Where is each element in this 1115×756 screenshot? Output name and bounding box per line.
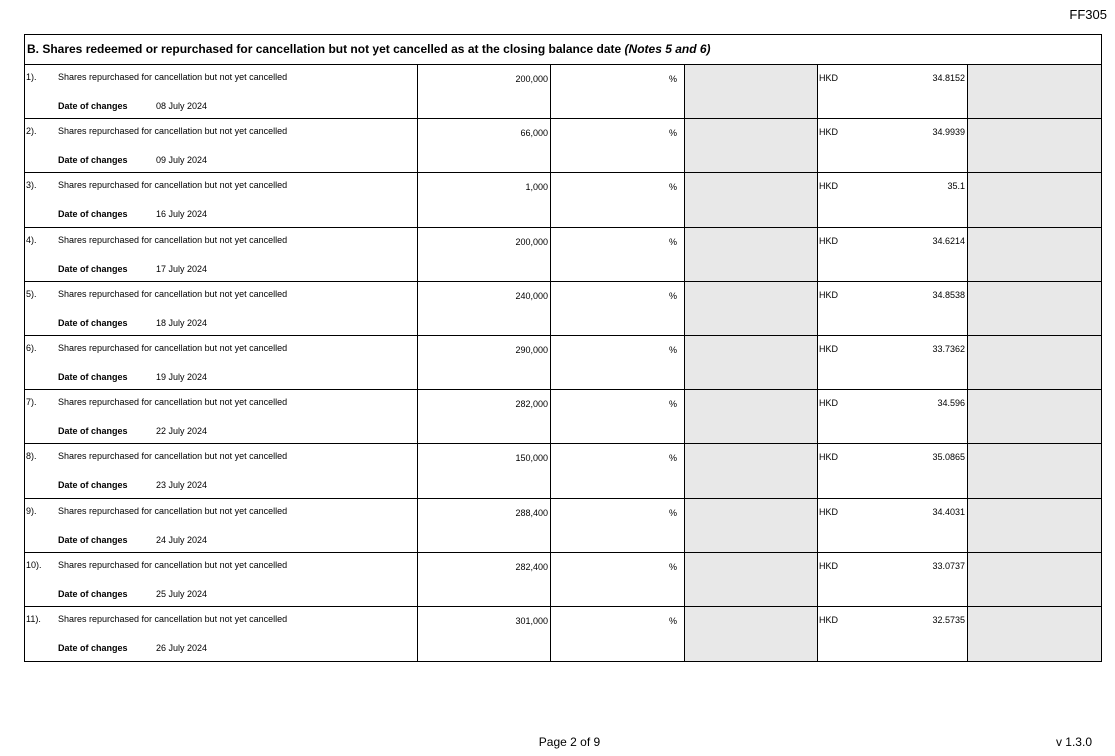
row-index: 8). <box>26 451 37 462</box>
date-of-changes-value: 23 July 2024 <box>156 480 208 491</box>
section-title-text: B. Shares redeemed or repurchased for cancellation but not yet cancelled as at the closing balance date <box>27 42 622 56</box>
price-cell <box>818 173 968 226</box>
shares-cell <box>418 119 551 172</box>
row-description: Shares repurchased for cancellation but not yet cancelled <box>58 505 288 516</box>
percent-symbol: % <box>668 399 677 410</box>
shaded-cell <box>968 336 1101 389</box>
row-description: Shares repurchased for cancellation but not yet cancelled <box>58 180 288 191</box>
currency: HKD <box>819 614 839 625</box>
currency: HKD <box>819 235 839 246</box>
shaded-cell <box>685 607 818 661</box>
date-of-changes-value: 25 July 2024 <box>156 588 208 599</box>
shaded-cell <box>968 65 1101 118</box>
table-body <box>25 65 1101 661</box>
description-cell <box>25 553 418 606</box>
table-row <box>25 119 1101 173</box>
percent-cell <box>551 65 685 118</box>
date-of-changes-value: 18 July 2024 <box>156 317 208 328</box>
percent-symbol: % <box>668 290 677 301</box>
description-cell <box>25 119 418 172</box>
currency: HKD <box>819 127 839 138</box>
shaded-cell <box>968 553 1101 606</box>
shares-cell <box>418 228 551 281</box>
row-description: Shares repurchased for cancellation but not yet cancelled <box>58 234 288 245</box>
shaded-cell <box>968 444 1101 497</box>
row-index: 6). <box>26 342 37 353</box>
shares-cell <box>418 390 551 443</box>
price-cell <box>818 607 968 661</box>
percent-symbol: % <box>668 74 677 84</box>
price-value: 34.8538 <box>932 289 965 300</box>
currency: HKD <box>819 73 839 83</box>
price-cell <box>818 228 968 281</box>
table-row <box>25 65 1101 119</box>
price-value: 34.9939 <box>932 127 965 138</box>
date-of-changes-value: 09 July 2024 <box>156 155 208 166</box>
date-of-changes-label: Date of changes <box>58 480 128 491</box>
date-of-changes-label: Date of changes <box>58 209 128 220</box>
date-of-changes-value: 19 July 2024 <box>156 371 208 382</box>
table-row <box>25 336 1101 390</box>
section-b-table <box>24 34 1102 662</box>
percent-cell <box>551 444 685 497</box>
percent-cell <box>551 228 685 281</box>
description-cell <box>25 336 418 389</box>
shaded-cell <box>685 553 818 606</box>
price-value: 34.8152 <box>932 73 965 83</box>
shares-value: 282,000 <box>515 399 548 410</box>
shares-cell <box>418 607 551 661</box>
shaded-cell <box>685 65 818 118</box>
price-value: 32.5735 <box>932 614 965 625</box>
description-cell <box>25 228 418 281</box>
currency: HKD <box>819 343 839 354</box>
shaded-cell <box>968 607 1101 661</box>
section-title <box>25 35 1101 65</box>
shares-cell <box>418 282 551 335</box>
table-row <box>25 282 1101 336</box>
row-description: Shares repurchased for cancellation but not yet cancelled <box>58 72 288 82</box>
currency: HKD <box>819 560 839 571</box>
date-of-changes-label: Date of changes <box>58 155 128 166</box>
currency: HKD <box>819 506 839 517</box>
shaded-cell <box>685 173 818 226</box>
row-description: Shares repurchased for cancellation but not yet cancelled <box>58 559 288 570</box>
date-of-changes-label: Date of changes <box>58 588 128 599</box>
shaded-cell <box>685 336 818 389</box>
description-cell <box>25 282 418 335</box>
shares-cell <box>418 65 551 118</box>
row-description: Shares repurchased for cancellation but not yet cancelled <box>58 451 288 462</box>
percent-cell <box>551 607 685 661</box>
row-description: Shares repurchased for cancellation but not yet cancelled <box>58 288 288 299</box>
price-cell <box>818 282 968 335</box>
price-value: 35.0865 <box>932 452 965 463</box>
percent-symbol: % <box>668 344 677 355</box>
description-cell <box>25 444 418 497</box>
percent-cell <box>551 282 685 335</box>
row-index: 11). <box>26 613 41 624</box>
shaded-cell <box>685 282 818 335</box>
shares-value: 200,000 <box>515 236 548 247</box>
percent-cell <box>551 499 685 552</box>
table-row <box>25 228 1101 282</box>
form-code: FF305 <box>1069 7 1107 22</box>
percent-cell <box>551 553 685 606</box>
percent-symbol: % <box>668 128 677 139</box>
date-of-changes-label: Date of changes <box>58 371 128 382</box>
date-of-changes-value: 08 July 2024 <box>156 101 208 111</box>
row-index: 9). <box>26 505 37 516</box>
shares-cell <box>418 444 551 497</box>
shares-cell <box>418 499 551 552</box>
price-cell <box>818 444 968 497</box>
shares-value: 288,400 <box>515 507 548 518</box>
shaded-cell <box>968 390 1101 443</box>
date-of-changes-label: Date of changes <box>58 534 128 545</box>
percent-cell <box>551 390 685 443</box>
row-description: Shares repurchased for cancellation but not yet cancelled <box>58 613 288 624</box>
percent-cell <box>551 119 685 172</box>
row-index: 7). <box>26 397 37 408</box>
row-index: 1). <box>26 72 37 82</box>
date-of-changes-label: Date of changes <box>58 642 128 653</box>
shares-value: 301,000 <box>515 615 548 626</box>
date-of-changes-value: 26 July 2024 <box>156 642 208 653</box>
currency: HKD <box>819 181 839 192</box>
date-of-changes-value: 17 July 2024 <box>156 263 208 274</box>
price-value: 34.4031 <box>932 506 965 517</box>
shaded-cell <box>685 228 818 281</box>
table-row <box>25 499 1101 553</box>
description-cell <box>25 607 418 661</box>
date-of-changes-value: 22 July 2024 <box>156 426 208 437</box>
price-value: 34.596 <box>937 398 965 409</box>
shares-value: 1,000 <box>525 182 548 193</box>
description-cell <box>25 499 418 552</box>
description-cell <box>25 390 418 443</box>
table-row <box>25 607 1101 661</box>
shares-cell <box>418 173 551 226</box>
shaded-cell <box>968 173 1101 226</box>
version: v 1.3.0 <box>1055 735 1092 749</box>
percent-symbol: % <box>668 236 677 247</box>
shares-value: 200,000 <box>515 74 548 84</box>
table-row <box>25 553 1101 607</box>
description-cell <box>25 65 418 118</box>
price-value: 35.1 <box>947 181 965 192</box>
currency: HKD <box>819 452 839 463</box>
table-row <box>25 444 1101 498</box>
date-of-changes-label: Date of changes <box>58 263 128 274</box>
row-index: 10). <box>26 559 42 570</box>
shares-cell <box>418 336 551 389</box>
shaded-cell <box>685 444 818 497</box>
price-cell <box>818 65 968 118</box>
percent-symbol: % <box>668 453 677 464</box>
price-cell <box>818 390 968 443</box>
row-index: 5). <box>26 288 37 299</box>
row-index: 2). <box>26 126 37 137</box>
percent-symbol: % <box>668 615 677 626</box>
shares-value: 150,000 <box>515 453 548 464</box>
percent-symbol: % <box>668 507 677 518</box>
date-of-changes-value: 24 July 2024 <box>156 534 208 545</box>
table-row <box>25 173 1101 227</box>
description-cell <box>25 173 418 226</box>
price-value: 34.6214 <box>932 235 965 246</box>
percent-cell <box>551 336 685 389</box>
currency: HKD <box>819 289 839 300</box>
shares-value: 282,400 <box>515 561 548 572</box>
shaded-cell <box>968 282 1101 335</box>
row-description: Shares repurchased for cancellation but not yet cancelled <box>58 397 288 408</box>
page-number: Page 2 of 9 <box>538 735 601 749</box>
row-index: 3). <box>26 180 37 191</box>
price-cell <box>818 553 968 606</box>
shares-value: 66,000 <box>520 128 548 139</box>
currency: HKD <box>819 398 839 409</box>
date-of-changes-label: Date of changes <box>58 101 128 111</box>
date-of-changes-label: Date of changes <box>58 426 128 437</box>
date-of-changes-label: Date of changes <box>58 317 128 328</box>
shaded-cell <box>968 228 1101 281</box>
shaded-cell <box>685 390 818 443</box>
price-cell <box>818 499 968 552</box>
price-value: 33.7362 <box>932 343 965 354</box>
price-cell <box>818 336 968 389</box>
percent-cell <box>551 173 685 226</box>
shaded-cell <box>685 499 818 552</box>
shaded-cell <box>968 119 1101 172</box>
price-value: 33.0737 <box>932 560 965 571</box>
percent-symbol: % <box>668 182 677 193</box>
section-notes: (Notes 5 and 6) <box>624 42 711 56</box>
shaded-cell <box>968 499 1101 552</box>
percent-symbol: % <box>668 561 677 572</box>
row-description: Shares repurchased for cancellation but not yet cancelled <box>58 126 288 137</box>
shares-value: 290,000 <box>515 344 548 355</box>
row-index: 4). <box>26 234 37 245</box>
shares-cell <box>418 553 551 606</box>
row-description: Shares repurchased for cancellation but not yet cancelled <box>58 342 288 353</box>
date-of-changes-value: 16 July 2024 <box>156 209 208 220</box>
shares-value: 240,000 <box>515 290 548 301</box>
price-cell <box>818 119 968 172</box>
table-row <box>25 390 1101 444</box>
shaded-cell <box>685 119 818 172</box>
